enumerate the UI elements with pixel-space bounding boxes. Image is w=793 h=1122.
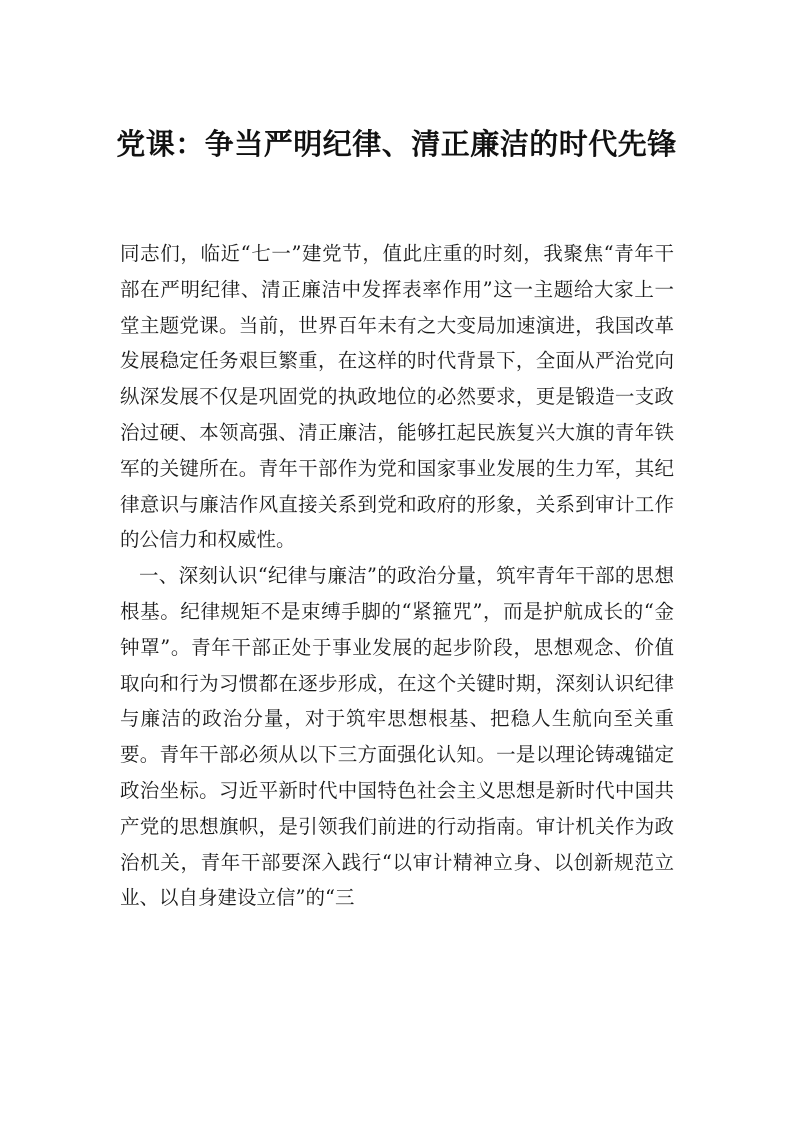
document-body [120,236,674,916]
document-title: 党课：争当严明纪律、清正廉洁的时代先锋 [116,127,677,161]
intro-paragraph: 同志们，临近“七一”建党节，值此庄重的时刻，我聚焦“青年干部在严明纪律、清正廉洁中发挥表率作用”这一主题给大家上一堂主题党课。当前，世界百年未有之大变局加速演进，我国改革发展稳定任务艰巨繁重，在这样的时代背景下，全面从严治党向纵深发展不仅是巩固党的执政地位的必然要求，更是锻造一支政治过硬、本领高强、清正廉洁，能够扛起民族复兴大旗的青年铁军的关键所在。青年干部作为党和国家事业发展的生力军，其纪律意识与廉洁作风直接关系到党和政府的形象，关系到审计工作的公信力和权威性。 [120,242,674,552]
section-one-paragraph: 一、深刻认识“纪律与廉洁”的政治分量，筑牢青年干部的思想根基。纪律规矩不是束缚手脚的“紧箍咒”，而是护航成长的“金钟罩”。青年干部正处于事业发展的起步阶段，思想观念、价值取向和行为习惯都在逐步形成，在这个关键时期，深刻认识纪律与廉洁的政治分量，对于筑牢思想根基、把稳人生航向至关重要。青年干部必须从以下三方面强化认知。一是以理论铸魂锚定政治坐标。习近平新时代中国特色社会主义思想是新时代中国共产党的思想旗帜，是引领我们前进的行动指南。审计机关作为政治机关，青年干部要深入践行“以审计精神立身、以创新规范立业、以自身建设立信”的“三 [120,564,674,910]
